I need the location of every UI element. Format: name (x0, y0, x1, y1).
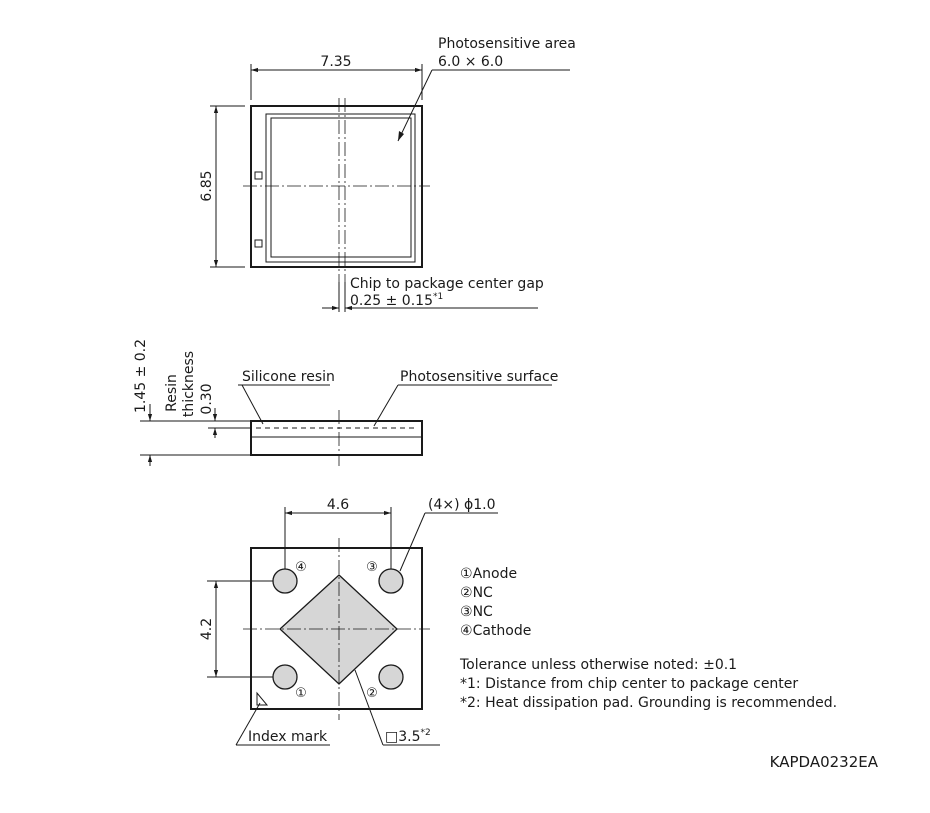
terminal-pad-1 (273, 665, 297, 689)
pin-label-4: ④ (295, 560, 307, 575)
pin-legend-item: ③NC (460, 604, 493, 620)
pad-spec-label: (4×) ϕ1.0 (428, 497, 496, 513)
pin-legend (460, 566, 531, 639)
terminal-pad-4 (273, 569, 297, 593)
pin-legend-item: ①Anode (460, 566, 518, 582)
terminal-pad-2 (379, 665, 403, 689)
side-height-dimension: 1.45 ± 0.2 (133, 338, 149, 414)
photosensitive-area-label: Photosensitive area (438, 36, 576, 52)
package-outline-top (251, 106, 422, 267)
height-dimension: 6.85 (199, 170, 215, 202)
pin-label-2: ② (366, 686, 378, 701)
package-outline-side (251, 421, 422, 455)
resin-thickness-dimension: 0.30 (199, 383, 215, 415)
resin-label-1: Resin (164, 374, 180, 412)
center-pad-size: □3.5$^{*2}$ (385, 728, 431, 745)
drawing-id: KAPDA0232EA (769, 753, 878, 771)
notes (459, 657, 837, 711)
bottom-view (199, 497, 498, 745)
index-mark-label: Index mark (248, 729, 328, 745)
silicone-resin-label: Silicone resin (242, 369, 335, 385)
pitch-x-dimension: 4.6 (326, 497, 350, 513)
photosensitive-area-size: 6.0 × 6.0 (438, 54, 504, 70)
terminal-pad-3 (379, 569, 403, 593)
gap-value: $0.25 \pm 0.15^{*1}$ (350, 292, 444, 309)
resin-label-2: thickness (181, 350, 197, 418)
width-dimension: 7.35 (320, 54, 352, 70)
pitch-y-dimension: 4.2 (199, 617, 215, 641)
footnote-1: *1: Distance from chip center to package center (460, 676, 799, 692)
pin-label-1: ① (295, 686, 307, 701)
side-view (133, 339, 558, 466)
photosensitive-surface-label: Photosensitive surface (400, 369, 559, 385)
pin-legend-item: ②NC (460, 585, 493, 601)
footnote-2: *2: Heat dissipation pad. Grounding is recommended. (460, 695, 838, 711)
tolerance-note: Tolerance unless otherwise noted: ±0.1 (460, 657, 738, 673)
pin-label-3: ③ (366, 560, 378, 575)
gap-label: Chip to package center gap (350, 276, 544, 292)
pin-legend-item: ④Cathode (460, 623, 532, 639)
top-view (199, 36, 576, 312)
